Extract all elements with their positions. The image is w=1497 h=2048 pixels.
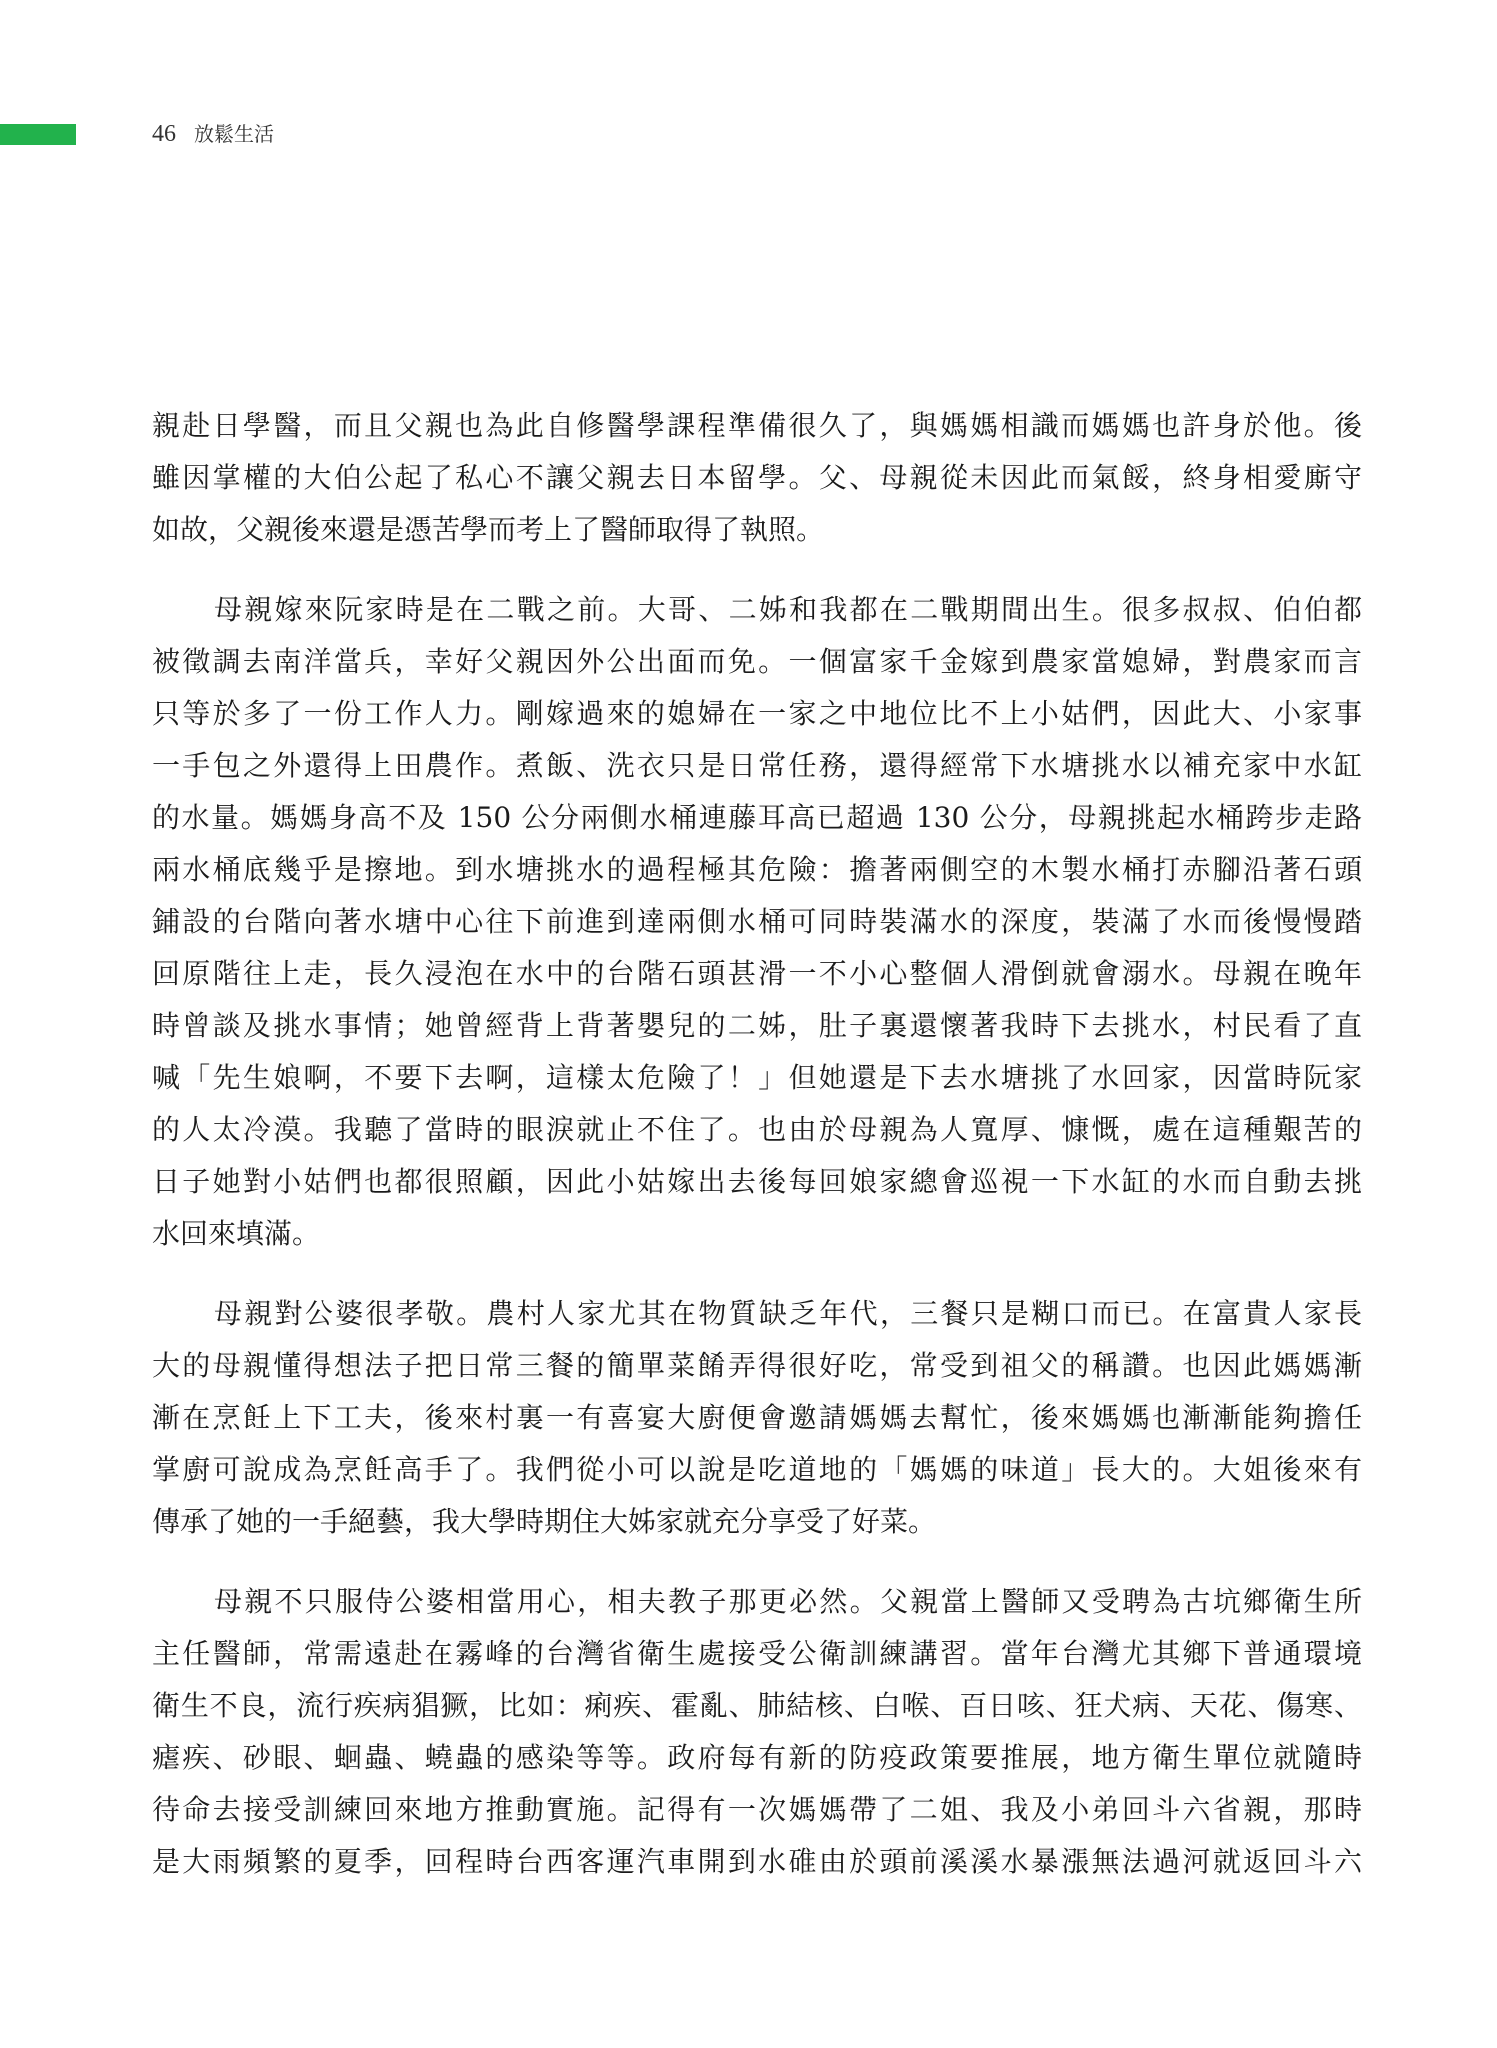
text-line: 回原階往上走，長久浸泡在水中的台階石頭甚滑一不小心整個人滑倒就會溺水。母親在晚年 — [152, 957, 1362, 990]
paragraph — [152, 1576, 1362, 1888]
running-header — [152, 118, 274, 150]
text-line: 掌廚可說成為烹飪高手了。我們從小可以說是吃道地的「媽媽的味道」長大的。大姐後來有 — [152, 1453, 1362, 1486]
text-line: 被徵調去南洋當兵，幸好父親因外公出面而免。一個富家千金嫁到農家當媳婦，對農家而言 — [152, 645, 1362, 678]
text-line: 是大雨頻繁的夏季，回程時台西客運汽車開到水碓由於頭前溪溪水暴漲無法過河就返回斗六 — [152, 1845, 1362, 1878]
header-accent-bar — [0, 124, 76, 145]
paragraph — [152, 584, 1362, 1260]
text-line: 漸在烹飪上下工夫，後來村裏一有喜宴大廚便會邀請媽媽去幫忙，後來媽媽也漸漸能夠擔任 — [152, 1401, 1362, 1434]
text-line: 兩水桶底幾乎是擦地。到水塘挑水的過程極其危險：擔著兩側空的木製水桶打赤腳沿著石頭 — [152, 853, 1362, 886]
text-line: 鋪設的台階向著水塘中心往下前進到達兩側水桶可同時裝滿水的深度，裝滿了水而後慢慢踏 — [152, 905, 1362, 938]
text-line: 喊「先生娘啊，不要下去啊，這樣太危險了！」但她還是下去水塘挑了水回家，因當時阮家 — [152, 1061, 1362, 1094]
text-line: 水回來填滿。 — [152, 1217, 321, 1250]
text-line: 如故，父親後來還是憑苦學而考上了醫師取得了執照。 — [152, 513, 825, 546]
text-line: 親赴日學醫，而且父親也為此自修醫學課程準備很久了，與媽媽相識而媽媽也許身於他。後 — [152, 409, 1362, 442]
text-line: 瘧疾、砂眼、蛔蟲、蟯蟲的感染等等。政府每有新的防疫政策要推展，地方衛生單位就隨時 — [152, 1741, 1362, 1774]
page-number: 46 — [152, 121, 176, 147]
text-line: 衛生不良，流行疾病猖獗，比如：痢疾、霍亂、肺結核、白喉、百日咳、狂犬病、天花、傷寒、 — [152, 1689, 1362, 1722]
text-line: 母親嫁來阮家時是在二戰之前。大哥、二姊和我都在二戰期間出生。很多叔叔、伯伯都 — [214, 593, 1362, 626]
text-line: 傳承了她的一手絕藝，我大學時期住大姊家就充分享受了好菜。 — [152, 1505, 937, 1538]
text-line: 母親不只服侍公婆相當用心，相夫教子那更必然。父親當上醫師又受聘為古坑鄉衛生所 — [214, 1585, 1362, 1618]
text-line: 日子她對小姑們也都很照顧，因此小姑嫁出去後每回娘家總會巡視一下水缸的水而自動去挑 — [152, 1165, 1362, 1198]
text-line: 的水量。媽媽身高不及 150 公分兩側水桶連藤耳高已超過 130 公分，母親挑起水桶跨步走路 — [152, 801, 1362, 834]
text-line: 雖因掌權的大伯公起了私心不讓父親去日本留學。父、母親從未因此而氣餒，終身相愛廝守 — [152, 461, 1362, 494]
body-text — [152, 400, 1362, 1916]
text-line: 只等於多了一份工作人力。剛嫁過來的媳婦在一家之中地位比不上小姑們，因此大、小家事 — [152, 697, 1362, 730]
text-line: 主任醫師，常需遠赴在霧峰的台灣省衛生處接受公衛訓練講習。當年台灣尤其鄉下普通環境 — [152, 1637, 1362, 1670]
paragraph — [152, 400, 1362, 556]
text-line: 的人太冷漠。我聽了當時的眼淚就止不住了。也由於母親為人寬厚、慷慨，處在這種艱苦的 — [152, 1113, 1362, 1146]
text-line: 時曾談及挑水事情；她曾經背上背著嬰兒的二姊，肚子裏還懷著我時下去挑水，村民看了直 — [152, 1009, 1362, 1042]
text-line: 母親對公婆很孝敬。農村人家尤其在物質缺乏年代，三餐只是糊口而已。在富貴人家長 — [214, 1297, 1362, 1330]
text-line: 大的母親懂得想法子把日常三餐的簡單菜餚弄得很好吃，常受到祖父的稱讚。也因此媽媽漸 — [152, 1349, 1362, 1382]
text-line: 一手包之外還得上田農作。煮飯、洗衣只是日常任務，還得經常下水塘挑水以補充家中水缸 — [152, 749, 1362, 782]
paragraph — [152, 1288, 1362, 1548]
text-line: 待命去接受訓練回來地方推動實施。記得有一次媽媽帶了二姐、我及小弟回斗六省親，那時 — [152, 1793, 1362, 1826]
running-title: 放鬆生活 — [194, 122, 274, 146]
